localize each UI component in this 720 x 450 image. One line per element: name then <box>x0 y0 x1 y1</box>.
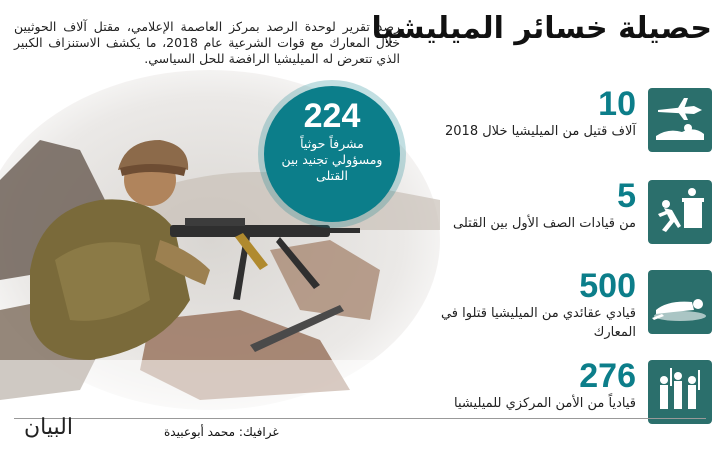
militia-group-icon <box>648 360 712 424</box>
stat-card <box>436 358 636 413</box>
publisher-logo: البيان <box>24 415 73 440</box>
stat-number: 10 <box>598 85 636 123</box>
stat-card <box>436 86 636 141</box>
leader-killed-icon <box>648 180 712 244</box>
stat-text: آلاف قتيل من الميليشيا خلال 2018 <box>445 124 636 139</box>
highlight-badge <box>264 86 400 222</box>
aircraft-strike-icon <box>648 88 712 152</box>
stat-number: 5 <box>617 177 636 215</box>
graphic-credit: غرافيك: محمد أبوعبيدة <box>164 425 279 439</box>
fallen-soldier-icon <box>648 270 712 334</box>
stat-text: قيادياً من الأمن المركزي للميليشيا <box>454 396 636 411</box>
stat-card <box>436 268 636 342</box>
stat-number: 276 <box>579 357 636 395</box>
stat-text: من قيادات الصف الأول بين القتلى <box>453 216 636 231</box>
footer <box>14 415 706 445</box>
stat-card <box>436 178 636 233</box>
intro-paragraph: رصد تقرير لوحدة الرصد بمركز العاصمة الإعلامي، مقتل آلاف الحوثيين خلال المعارك مع قوات الشرعية عام 2018، ما يكشف الاستنزاف الكبير الذي تتعرض له الميليشيا الرافضة للحل السياسي. <box>14 18 400 66</box>
highlight-number: 224 <box>303 97 361 135</box>
stat-text: قيادي عقائدي من الميليشيا قتلوا في المعارك <box>440 306 636 340</box>
stat-number: 500 <box>579 267 636 305</box>
highlight-text: مشرفاً حوثياً ومسؤولي تجنيد بين القتلى <box>281 136 383 183</box>
page-title: حصيلة خسائر الميليشيا <box>371 11 712 46</box>
